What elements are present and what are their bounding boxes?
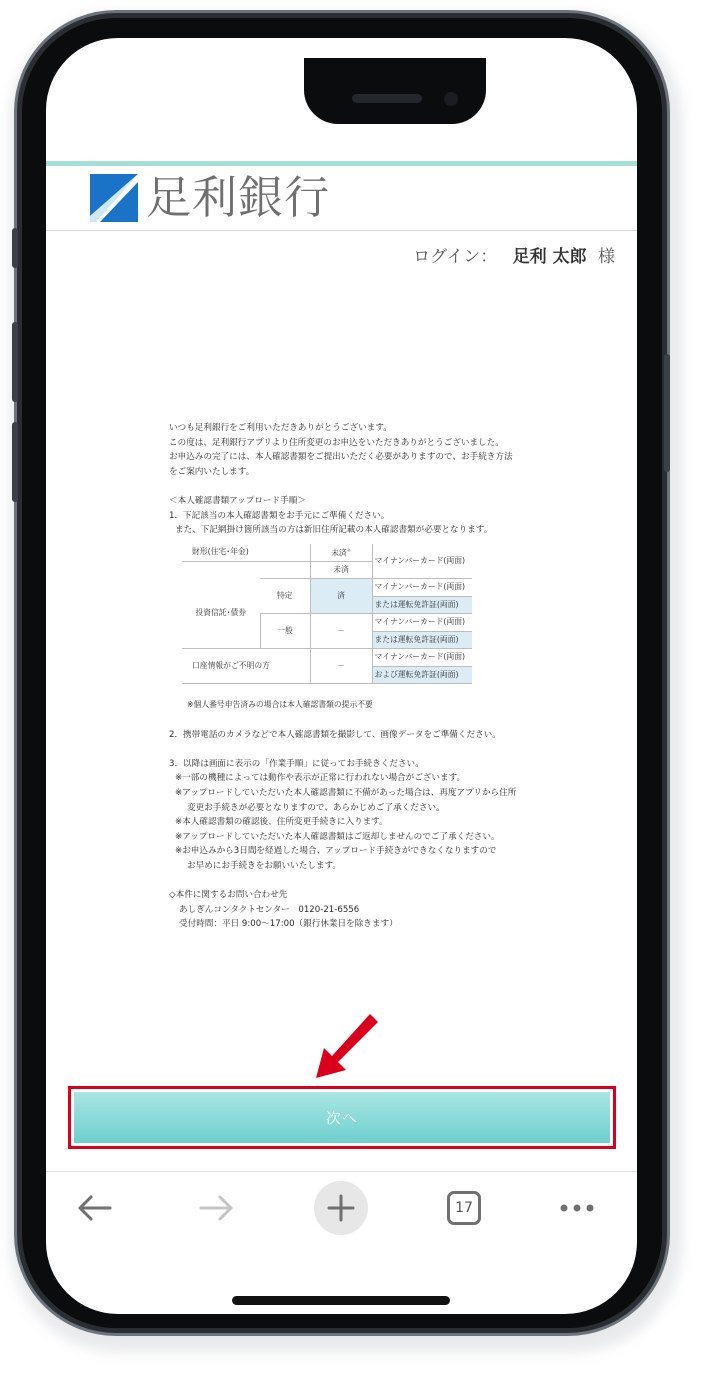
intro-line: お申込みの完了には、本人確認書類をご提出いただく必要がありますので、お手続き方法 [169,452,513,463]
intro-line: をご案内いたします。 [169,466,255,477]
step-3: 3．以降は画面に表示の「作業手順」に従ってお手続きください。 [169,758,424,769]
back-button[interactable] [66,1180,122,1236]
table-cell: － [310,614,372,649]
table-cell: 口座情報がご不明の方 [182,649,310,684]
table-cell: または運転免許証(両面) [372,631,472,649]
note-line: お早めにお手続きをお願いいたします。 [187,860,342,871]
red-arrow-icon [308,1010,380,1082]
phone-screen [46,38,637,1314]
contact-title: ◇本件に関するお問い合わせ先 [169,890,288,901]
section-title: ＜本人確認書類アップロード手順＞ [169,495,306,506]
contact-hours: 受付時間：平日 9:00～17:00（銀行休業日を除きます） [179,919,398,930]
note-line: ※アップロードしていただいた本人確認書類はご返却しませんのでご了承ください。 [175,831,500,842]
more-dots-icon [559,1203,595,1213]
step-1: 1．下記該当の本人確認書類をお手元にご準備ください。 [169,510,390,521]
user-honorific: 様 [598,247,615,267]
new-tab-button[interactable] [313,1180,369,1236]
notch-speaker [352,94,422,103]
forward-button[interactable] [189,1180,245,1236]
notch-camera [444,92,458,106]
table-cell: マイナンバーカード(両面) [372,649,472,667]
intro-line: この度は、足利銀行アプリより住所変更のお申込をいただきありがとうございました。 [169,437,504,448]
table-row [182,649,472,667]
table-cell: 財形(住宅･年金) [182,544,310,562]
volume-down-button [12,422,18,502]
note-line: ※一部の機種によっては動作や表示が正常に行われない場合がございます。 [175,773,466,784]
id-document-table [182,544,472,685]
step-1-sub: また、下記網掛け箇所該当の方は新旧住所記載の本人確認書類が必要となります。 [175,525,493,536]
bank-logo [90,172,330,224]
header-divider [46,230,637,231]
silent-switch [12,228,18,268]
new-tab-circle [314,1181,368,1235]
table-cell [260,561,310,579]
more-menu-button[interactable] [549,1180,605,1236]
table-cell: マイナンバーカード(両面) [372,579,472,597]
table-cell: または運転免許証(両面) [372,596,472,614]
table-cell: 投資信託･債券 [182,579,260,649]
intro-line: いつも足利銀行をご利用いただきありがとうございます。 [169,423,392,433]
table-cell [182,561,260,579]
step-2: 2．携帯電話のカメラなどで本人確認書類を撮影して、画像データをご準備ください。 [169,729,501,740]
note-line: ※本人確認書類の確認後、住所変更手続きに入ります。 [175,817,388,828]
login-status [413,242,615,267]
arrow-left-icon [76,1194,112,1222]
table-note: ※個人番号申告済みの場合は本人確認書類の提示不要 [187,700,373,710]
note-line: ※アップロードしていただいた本人確認書類に不備があった場合は、再度アプリから住所 [175,788,517,798]
instruction-document [169,421,529,932]
table-cell: 未済※ [310,544,372,562]
next-button[interactable]: 次へ [74,1092,610,1143]
bank-logo-text: 足利銀行 [146,171,331,224]
table-cell: 特定 [260,579,310,614]
header-accent-line [46,161,637,166]
browser-toolbar [46,1172,637,1242]
tab-switcher-button[interactable] [436,1180,492,1236]
table-cell: および運転免許証(両面) [372,666,472,684]
contact-center: あしぎんコンタクトセンター 0120-21-6556 [179,904,360,915]
user-name: 足利 太郎 [512,247,587,267]
table-row [182,579,472,597]
arrow-right-icon [199,1194,235,1222]
home-indicator[interactable] [232,1296,450,1305]
table-cell: マイナンバーカード(両面) [372,544,472,579]
login-label: ログイン： [413,247,498,267]
table-cell: 済 [310,579,372,614]
volume-up-button [12,322,18,402]
notch [304,58,486,124]
plus-icon [327,1194,355,1222]
power-button [664,354,670,472]
table-cell: 一般 [260,614,310,649]
table-cell: マイナンバーカード(両面) [372,614,472,632]
table-cell: 未済 [310,561,372,579]
next-button-highlight [68,1086,616,1149]
table-cell: － [310,649,372,684]
note-line: ※お申込みから3日間を経過した場合、アップロード手続きができなくなりますので [175,846,497,857]
table-row [182,544,472,562]
note-line: 変更お手続きが必要となりますので、あらかじめご了承ください。 [187,802,445,813]
tab-switcher-icon: 17 [447,1191,481,1225]
bank-logo-mark-icon [90,174,138,222]
